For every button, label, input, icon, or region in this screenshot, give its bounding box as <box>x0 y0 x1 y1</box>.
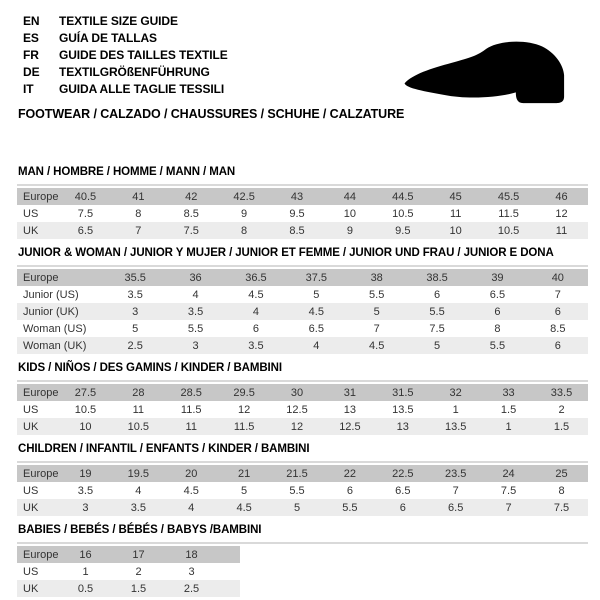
table-row <box>17 418 588 435</box>
table-row <box>17 269 588 286</box>
language-code: FR <box>23 48 39 62</box>
size-cell: 31.5 <box>376 384 429 401</box>
size-cell: 7 <box>482 499 535 516</box>
size-cell: 19 <box>59 465 112 482</box>
size-cell: 4 <box>135 484 142 497</box>
size-cell: 3.5 <box>112 499 165 516</box>
row-label: Woman (UK) <box>17 337 105 354</box>
size-cell: 3.5 <box>226 337 286 354</box>
size-cell: 40 <box>528 269 588 286</box>
size-cell: 9 <box>323 222 376 239</box>
row-label: US <box>23 484 39 497</box>
size-cell: 11 <box>165 418 218 435</box>
table-row <box>17 482 588 499</box>
row-label: US <box>23 565 39 578</box>
row-label: Europe <box>17 465 59 482</box>
size-cell: 27.5 <box>59 384 112 401</box>
size-cell: 4 <box>286 337 346 354</box>
size-cell: 1 <box>482 418 535 435</box>
size-cell: 4.5 <box>347 337 407 354</box>
size-cell: 6.5 <box>59 222 112 239</box>
size-cell: 25 <box>535 465 588 482</box>
size-cell: 7 <box>452 484 459 497</box>
section-title: BABIES / BEBÉS / BÉBÉS / BABYS /BAMBINI <box>18 524 262 536</box>
size-cell: 35.5 <box>105 269 165 286</box>
size-cell: 10.5 <box>392 207 414 220</box>
size-cell: 1 <box>452 403 459 416</box>
size-cell: 30 <box>271 384 324 401</box>
size-cell: 42 <box>165 188 218 205</box>
spacer-cell <box>218 580 240 597</box>
size-cell: 7 <box>554 288 561 301</box>
size-cell: 23.5 <box>429 465 482 482</box>
size-cell: 21.5 <box>271 465 324 482</box>
size-cell: 6.5 <box>489 288 506 301</box>
language-label: GUIDA ALLE TAGLIE TESSILI <box>59 82 225 96</box>
size-cell: 3.5 <box>165 303 225 320</box>
size-cell: 40.5 <box>59 188 112 205</box>
size-cell: 43 <box>271 188 324 205</box>
size-cell: 39 <box>467 269 527 286</box>
size-cell: 36 <box>165 269 225 286</box>
row-label: US <box>23 403 39 416</box>
language-code: DE <box>23 65 40 79</box>
size-section <box>17 362 588 435</box>
size-cell: 32 <box>429 384 482 401</box>
size-cell: 42.5 <box>218 188 271 205</box>
size-cell: 13.5 <box>392 403 414 416</box>
size-cell: 11 <box>449 207 462 220</box>
size-cell: 9 <box>241 207 248 220</box>
table-row <box>17 499 588 516</box>
size-cell: 5.5 <box>187 322 204 335</box>
size-cell: 6 <box>528 303 588 320</box>
size-cell: 4.5 <box>218 499 271 516</box>
row-label: Woman (US) <box>23 322 87 335</box>
row-label: UK <box>17 418 59 435</box>
size-cell: 37.5 <box>286 269 346 286</box>
size-cell: 6 <box>346 484 353 497</box>
size-cell: 5.5 <box>323 499 376 516</box>
size-cell: 10.5 <box>74 403 97 416</box>
table-row <box>17 222 588 239</box>
row-label: Europe <box>17 188 59 205</box>
language-code: ES <box>23 31 39 45</box>
size-cell: 6 <box>467 303 527 320</box>
size-cell: 20 <box>165 465 218 482</box>
table-border <box>17 184 588 239</box>
size-cell: 4 <box>165 499 218 516</box>
size-cell: 5 <box>313 288 320 301</box>
table-row <box>17 337 588 354</box>
category-title: FOOTWEAR / CALZADO / CHAUSSURES / SCHUHE / CALZATURE <box>18 107 405 121</box>
size-tables <box>17 166 588 600</box>
section-title: MAN / HOMBRE / HOMME / MANN / MAN <box>18 166 236 178</box>
size-cell: 21 <box>218 465 271 482</box>
table-border <box>17 265 588 354</box>
size-cell: 11.5 <box>218 418 271 435</box>
size-cell: 41 <box>112 188 165 205</box>
table-row <box>17 286 588 303</box>
language-row <box>23 64 228 81</box>
table-row <box>17 563 240 580</box>
size-cell: 7.5 <box>429 322 445 335</box>
size-cell: 38.5 <box>407 269 467 286</box>
size-cell: 45.5 <box>482 188 535 205</box>
table-border <box>17 461 588 516</box>
size-cell: 17 <box>112 546 165 563</box>
size-cell: 8 <box>558 484 565 497</box>
size-cell: 7.5 <box>535 499 588 516</box>
size-cell: 1.5 <box>500 403 517 416</box>
table-border <box>17 380 588 435</box>
size-cell: 44 <box>323 188 376 205</box>
row-label: Europe <box>17 546 59 563</box>
size-cell: 8.5 <box>550 322 566 335</box>
size-cell: 1.5 <box>112 580 165 597</box>
row-label: UK <box>17 222 59 239</box>
size-cell: 6 <box>376 499 429 516</box>
size-cell: 10 <box>59 418 112 435</box>
row-label: Europe <box>17 269 105 286</box>
size-table <box>17 269 588 354</box>
size-cell: 3 <box>59 499 112 516</box>
size-cell: 5.5 <box>467 337 527 354</box>
table-row <box>17 205 588 222</box>
size-cell: 6 <box>434 288 441 301</box>
size-cell: 10.5 <box>482 222 535 239</box>
size-cell: 7 <box>112 222 165 239</box>
row-label: US <box>23 207 39 220</box>
size-cell: 7.5 <box>165 222 218 239</box>
size-cell: 6.5 <box>429 499 482 516</box>
size-cell: 4.5 <box>286 303 346 320</box>
language-row <box>23 13 228 30</box>
shoe-icon <box>398 34 578 108</box>
size-cell: 10.5 <box>112 418 165 435</box>
size-cell: 3 <box>105 303 165 320</box>
size-cell: 2 <box>558 403 565 416</box>
size-cell: 10 <box>343 207 357 220</box>
size-cell: 5 <box>241 484 248 497</box>
size-cell: 13 <box>376 418 429 435</box>
size-cell: 24 <box>482 465 535 482</box>
size-section <box>17 247 588 354</box>
size-table <box>17 465 588 516</box>
size-cell: 11 <box>535 222 588 239</box>
size-cell: 4.5 <box>183 484 199 497</box>
size-cell: 7 <box>373 322 380 335</box>
size-cell: 12 <box>555 207 568 220</box>
size-cell: 31 <box>323 384 376 401</box>
size-cell: 10 <box>429 222 482 239</box>
size-cell: 11 <box>132 403 145 416</box>
size-cell: 8.5 <box>271 222 324 239</box>
size-cell: 6 <box>252 322 259 335</box>
table-row <box>17 401 588 418</box>
size-cell: 1.5 <box>535 418 588 435</box>
row-label: UK <box>17 580 59 597</box>
size-cell: 12 <box>271 418 324 435</box>
language-row <box>23 47 228 64</box>
size-cell: 33 <box>482 384 535 401</box>
language-label: GUÍA DE TALLAS <box>59 31 157 45</box>
table-row <box>17 384 588 401</box>
size-cell: 12.5 <box>286 403 308 416</box>
size-section <box>17 443 588 516</box>
row-label: Europe <box>17 384 59 401</box>
size-section <box>17 524 588 597</box>
size-cell: 5 <box>271 499 324 516</box>
size-cell: 4 <box>226 303 286 320</box>
size-cell: 16 <box>59 546 112 563</box>
size-cell: 44.5 <box>376 188 429 205</box>
language-row <box>23 81 228 98</box>
size-cell: 3.5 <box>127 288 143 301</box>
row-label: Junior (US) <box>23 288 79 301</box>
size-cell: 0.5 <box>59 580 112 597</box>
table-row <box>17 320 588 337</box>
size-cell: 5.5 <box>407 303 467 320</box>
size-cell: 36.5 <box>226 269 286 286</box>
size-cell: 28.5 <box>165 384 218 401</box>
language-label: TEXTILGRÖßENFÜHRUNG <box>59 65 210 79</box>
size-cell: 3 <box>188 565 195 578</box>
size-cell: 22.5 <box>376 465 429 482</box>
size-cell: 8.5 <box>183 207 199 220</box>
size-cell: 5 <box>347 303 407 320</box>
language-code: IT <box>23 82 34 96</box>
size-cell: 22 <box>323 465 376 482</box>
row-label: Junior (UK) <box>17 303 105 320</box>
spacer-cell <box>218 563 240 580</box>
table-row <box>17 303 588 320</box>
size-cell: 9.5 <box>376 222 429 239</box>
size-cell: 29.5 <box>218 384 271 401</box>
size-table <box>17 188 588 239</box>
size-cell: 6.5 <box>308 322 324 335</box>
size-cell: 8 <box>494 322 501 335</box>
size-cell: 45 <box>429 188 482 205</box>
size-cell: 9.5 <box>289 207 305 220</box>
size-cell: 2.5 <box>105 337 165 354</box>
size-cell: 8 <box>218 222 271 239</box>
size-cell: 5.5 <box>369 288 385 301</box>
size-cell: 13 <box>343 403 357 416</box>
size-cell: 6.5 <box>395 484 411 497</box>
table-row <box>17 465 588 482</box>
size-cell: 46 <box>535 188 588 205</box>
size-table <box>17 546 240 597</box>
size-table <box>17 384 588 435</box>
size-cell: 12.5 <box>323 418 376 435</box>
table-row <box>17 546 240 563</box>
size-cell: 3.5 <box>77 484 94 497</box>
size-cell: 5 <box>407 337 467 354</box>
size-cell: 38 <box>347 269 407 286</box>
size-cell: 13.5 <box>429 418 482 435</box>
size-cell: 19.5 <box>112 465 165 482</box>
size-cell: 5 <box>132 322 139 335</box>
size-section <box>17 166 588 239</box>
language-title-list <box>23 13 228 98</box>
size-cell: 8 <box>135 207 142 220</box>
size-cell: 2 <box>135 565 142 578</box>
size-cell: 12 <box>237 403 251 416</box>
size-cell: 4.5 <box>248 288 264 301</box>
size-cell: 2.5 <box>165 580 218 597</box>
section-title: JUNIOR & WOMAN / JUNIOR Y MUJER / JUNIOR ET FEMME / JUNIOR UND FRAU / JUNIOR E DONA <box>18 247 554 259</box>
section-title: CHILDREN / INFANTIL / ENFANTS / KINDER / BAMBINI <box>18 443 310 455</box>
size-cell: 6 <box>528 337 588 354</box>
table-row <box>17 580 240 597</box>
table-border <box>17 542 588 597</box>
size-cell: 7.5 <box>77 207 94 220</box>
row-label: UK <box>17 499 59 516</box>
size-cell: 28 <box>112 384 165 401</box>
language-label: TEXTILE SIZE GUIDE <box>59 14 178 28</box>
size-cell: 18 <box>165 546 218 563</box>
size-cell: 3 <box>165 337 225 354</box>
size-cell: 5.5 <box>289 484 305 497</box>
language-label: GUIDE DES TAILLES TEXTILE <box>59 48 228 62</box>
size-cell: 4 <box>192 288 199 301</box>
language-code: EN <box>23 14 40 28</box>
table-row <box>17 188 588 205</box>
section-title: KIDS / NIÑOS / DES GAMINS / KINDER / BAMBINI <box>18 362 282 374</box>
spacer-cell <box>218 546 240 563</box>
size-cell: 1 <box>82 565 89 578</box>
size-cell: 33.5 <box>535 384 588 401</box>
size-cell: 11.5 <box>180 403 202 416</box>
size-cell: 7.5 <box>500 484 517 497</box>
language-row <box>23 30 228 47</box>
size-cell: 11.5 <box>498 207 519 220</box>
